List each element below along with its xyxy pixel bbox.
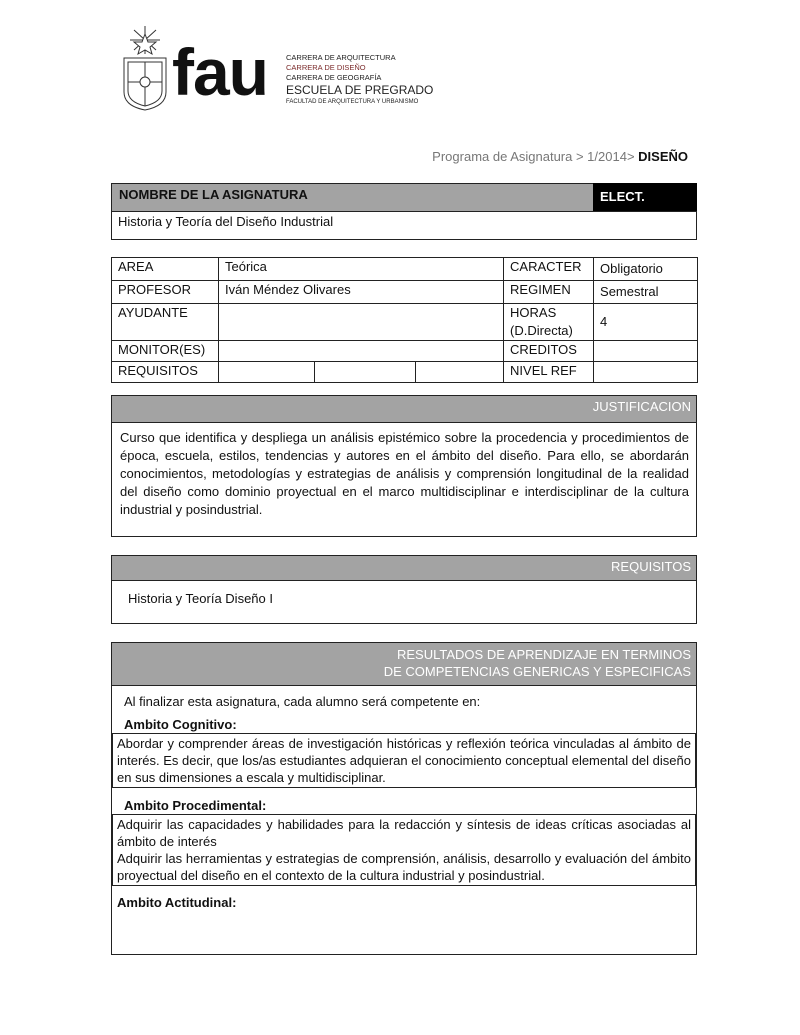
area-label: AREA	[112, 258, 219, 281]
horas-label: HORAS (D.Directa)	[504, 304, 594, 341]
table-row	[112, 281, 698, 304]
regimen-value: Semestral	[594, 281, 698, 304]
fau-logo: fau	[172, 35, 268, 109]
requisitos-cell	[219, 362, 315, 383]
regimen-label: REGIMEN	[504, 281, 594, 304]
requisitos-cell	[315, 362, 416, 383]
procedimental-title: Ambito Procedimental:	[124, 798, 267, 813]
table-row	[112, 258, 698, 281]
university-crest-icon	[120, 26, 170, 112]
procedimental-text: Adquirir las capacidades y habilidades para la redacción y síntesis de ideas críticas asociadas al ámbito de interés	[117, 817, 691, 849]
horas-value: 4	[594, 304, 698, 341]
subject-name-value: Historia y Teoría del Diseño Industrial	[111, 211, 697, 240]
subject-name-label: NOMBRE DE LA ASIGNATURA	[111, 183, 594, 212]
requisitos-cell	[416, 362, 504, 383]
table-row	[112, 304, 698, 341]
logo-faculty: FACULTAD DE ARQUITECTURA Y URBANISMO	[286, 99, 419, 105]
resultados-header	[111, 642, 697, 686]
breadcrumb-current: DISEÑO	[638, 149, 688, 164]
profesor-value: Iván Méndez Olivares	[219, 281, 504, 304]
breadcrumb	[432, 149, 688, 164]
logo-line: CARRERA DE DISEÑO	[286, 63, 366, 72]
caracter-label: CARACTER	[504, 258, 594, 281]
breadcrumb-path: Programa de Asignatura > 1/2014>	[432, 149, 639, 164]
procedimental-box	[112, 814, 696, 886]
area-value: Teórica	[219, 258, 504, 281]
requisitos-label: REQUISITOS	[112, 362, 219, 383]
justificacion-text: Curso que identifica y despliega un análisis epistémico sobre la procedencia y procedimientos de época, escuela, estilos, tendencias y autores en el ámbito del diseño. Para ello, se abordarán conocimientos, metodologías y estrategias de análisis y comprensión longitudinal de la realidad del diseño como dominio proyectual en el marco multidisciplinar e interdisciplinar de la cultura industrial y posindustrial.	[111, 422, 697, 537]
logo-line: CARRERA DE ARQUITECTURA	[286, 53, 396, 62]
table-row	[112, 341, 698, 362]
cognitivo-title: Ambito Cognitivo:	[124, 717, 237, 732]
monitor-value	[219, 341, 504, 362]
creditos-value	[594, 341, 698, 362]
elective-tag: ELECT.	[593, 183, 697, 212]
nivel-value	[594, 362, 698, 383]
ayudante-label: AYUDANTE	[112, 304, 219, 341]
requisitos-header: REQUISITOS	[111, 555, 697, 581]
nivel-label: NIVEL REF	[504, 362, 594, 383]
creditos-label: CREDITOS	[504, 341, 594, 362]
resultados-title-line: DE COMPETENCIAS GENERICAS Y ESPECIFICAS	[383, 664, 691, 679]
profesor-label: PROFESOR	[112, 281, 219, 304]
table-row	[112, 362, 698, 383]
ayudante-value	[219, 304, 504, 341]
resultados-intro: Al finalizar esta asignatura, cada alumno será competente en:	[124, 694, 481, 709]
logo-line: CARRERA DE GEOGRAFÍA	[286, 73, 382, 82]
cognitivo-text: Abordar y comprender áreas de investigación históricas y reflexión teórica vinculadas al ámbito de interés. Es decir, que los/as estudiantes adquieran el conocimiento conceptual elemental del diseño en sus dimensiones a escala y multidisciplinar.	[112, 733, 696, 788]
procedimental-text: Adquirir las herramientas y estrategias de comprensión, análisis, desarrollo y evaluación del ámbito proyectual del diseño en el contexto de la cultura industrial y posindustrial.	[117, 851, 691, 883]
logo-school: ESCUELA DE PREGRADO	[286, 83, 434, 97]
justificacion-header: JUSTIFICACION	[111, 395, 697, 423]
monitor-label: MONITOR(ES)	[112, 341, 219, 362]
caracter-value: Obligatorio	[594, 258, 698, 281]
course-info-table	[111, 257, 698, 383]
resultados-body	[111, 685, 697, 955]
actitudinal-title: Ambito Actitudinal:	[117, 895, 237, 910]
logo-subtitles	[286, 53, 433, 106]
requisitos-text: Historia y Teoría Diseño I	[111, 580, 697, 624]
resultados-title-line: RESULTADOS DE APRENDIZAJE EN TERMINOS	[397, 647, 691, 662]
